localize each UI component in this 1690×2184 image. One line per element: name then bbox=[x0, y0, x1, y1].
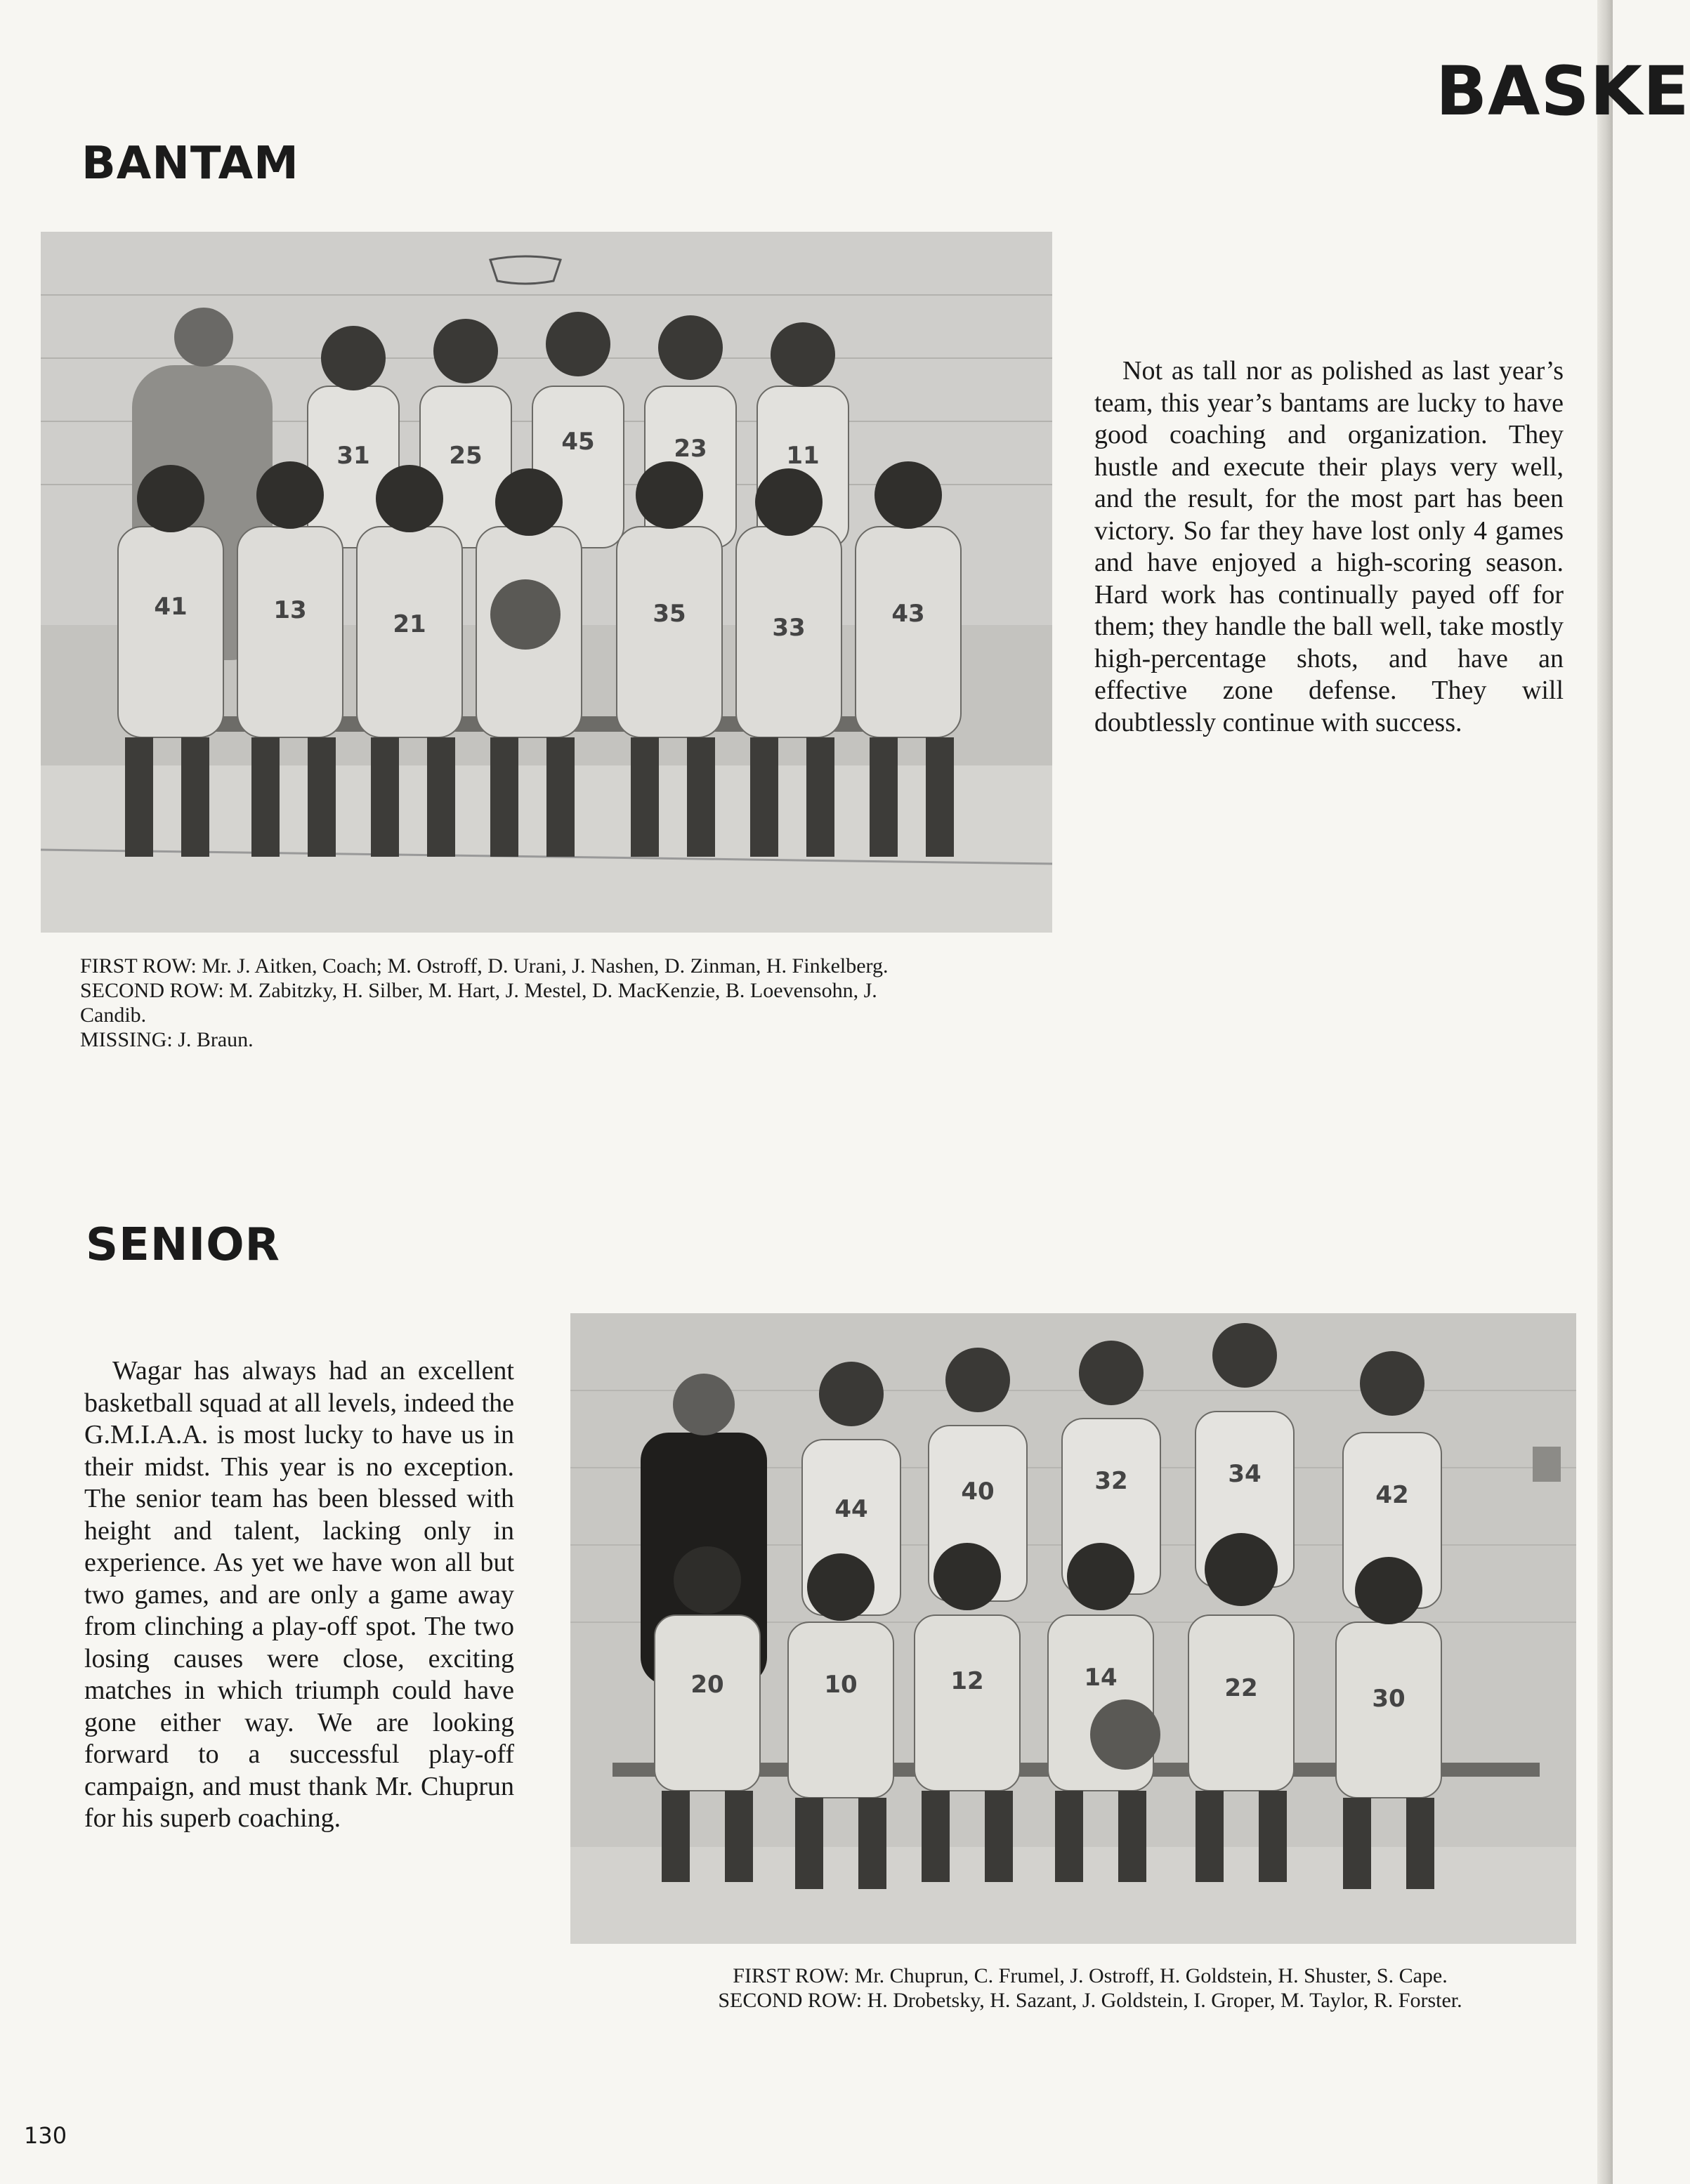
jersey-number: 43 bbox=[891, 600, 925, 628]
jersey-number: 23 bbox=[674, 435, 707, 463]
bantam-caption-first-row: FIRST ROW: Mr. J. Aitken, Coach; M. Ostroff, D. Urani, J. Nashen, D. Zinman, H. Finkelberg. bbox=[80, 954, 889, 978]
senior-caption bbox=[605, 1963, 1575, 2013]
bantam-caption-second-row: SECOND ROW: M. Zabitzky, H. Silber, M. Hart, J. Mestel, D. MacKenzie, B. Loevensohn, J. bbox=[80, 979, 877, 1002]
senior-paragraph: Wagar has always had an excellent basketball squad at all levels, indeed the G.M.I.A.A. is most lucky to have us in their midst. This year is no exception. The senior team has been blessed with height and talent, lacking only in experience. As yet we have won all but two games, and are only a game away from clinching a play-off spot. The two losing causes were close, exciting matches in which triumph could have gone either way. We are looking forward to a successful play-off campaign, and must thank Mr. Chuprun for his superb coaching. bbox=[84, 1356, 514, 1833]
jersey-number: 21 bbox=[393, 610, 426, 638]
jersey-number: 44 bbox=[834, 1495, 868, 1523]
jersey-number: 33 bbox=[772, 614, 806, 642]
jersey-number: 32 bbox=[1094, 1467, 1128, 1495]
jersey-number: 34 bbox=[1228, 1460, 1262, 1488]
section-heading: BASKE bbox=[1436, 52, 1690, 131]
bantam-team-photo bbox=[41, 232, 1052, 933]
bantam-caption-second-row-cont: Candib. bbox=[80, 1004, 147, 1027]
jersey-number: 41 bbox=[154, 593, 188, 621]
bantam-paragraph: Not as tall nor as polished as last year’s team, this year’s bantams are lucky to have good coaching and organization. They hustle and execute their plays very well, and the result, for the most part has been victory. So far they have lost only 4 games and have enjoyed a high-scoring season. Hard work has continually payed off for them; they handle the ball well, take mostly high-percentage shots, and have an effective zone defense. They will doubtlessly continue with success. bbox=[1094, 356, 1564, 737]
bantam-caption-missing: MISSING: J. Braun. bbox=[80, 1028, 254, 1051]
jersey-number: 35 bbox=[653, 600, 686, 628]
jersey-number: 11 bbox=[786, 442, 820, 470]
jersey-number: 40 bbox=[961, 1478, 995, 1506]
senior-caption-first-row: FIRST ROW: Mr. Chuprun, C. Frumel, J. Ostroff, H. Goldstein, H. Shuster, S. Cape. bbox=[733, 1964, 1448, 1987]
jersey-number: 30 bbox=[1372, 1685, 1406, 1713]
jersey-number: 12 bbox=[950, 1667, 984, 1695]
senior-heading: SENIOR bbox=[86, 1219, 280, 1271]
page-gutter-edge bbox=[1597, 0, 1613, 2184]
jersey-number: 20 bbox=[690, 1671, 724, 1699]
bantam-caption bbox=[80, 954, 1063, 1052]
bantam-heading: BANTAM bbox=[81, 138, 299, 190]
page-number: 130 bbox=[24, 2122, 67, 2149]
jersey-number: 22 bbox=[1224, 1674, 1258, 1702]
jersey-number: 13 bbox=[273, 596, 307, 624]
jersey-number: 31 bbox=[336, 442, 370, 470]
jersey-number: 45 bbox=[561, 428, 595, 456]
jersey-number: 10 bbox=[824, 1671, 858, 1699]
senior-team-photo bbox=[570, 1313, 1576, 1944]
jersey-number: 25 bbox=[449, 442, 483, 470]
senior-caption-second-row: SECOND ROW: H. Drobetsky, H. Sazant, J. Goldstein, I. Groper, M. Taylor, R. Forster. bbox=[718, 1989, 1462, 2012]
jersey-number: 14 bbox=[1084, 1664, 1118, 1692]
jersey-number: 42 bbox=[1375, 1481, 1409, 1509]
